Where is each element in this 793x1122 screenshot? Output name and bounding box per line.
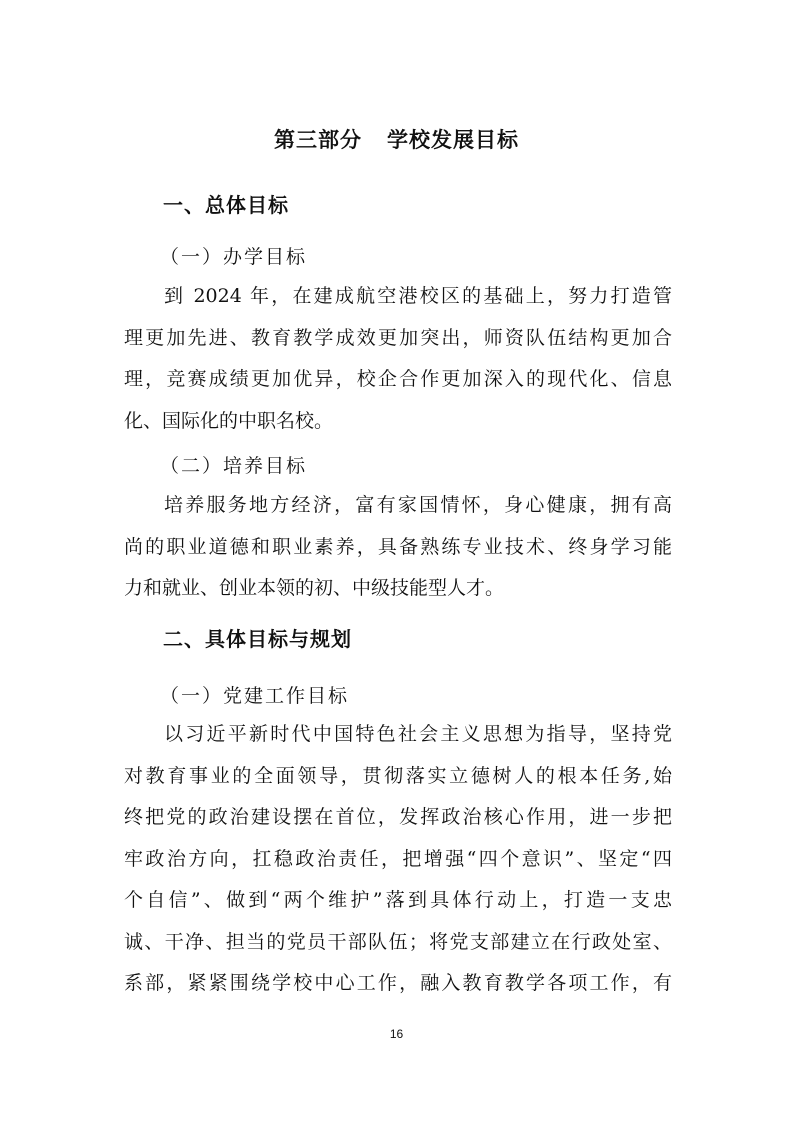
text-line: 个自信”、做到“两个维护”落到具体行动上，打造一支忠	[124, 889, 672, 911]
text-line: 对教育事业的全面领导，贯彻落实立德树人的根本任务,始	[124, 764, 672, 787]
text-line: 诚、干净、担当的党员干部队伍；将党支部建立在行政处室、	[124, 930, 672, 953]
text-line: 化、国际化的中职名校。	[124, 409, 334, 432]
page-number: 16	[389, 1027, 404, 1041]
paragraph-school-goal	[124, 276, 672, 442]
paragraph-training-goal	[124, 485, 672, 610]
text-line: 培养服务地方经济，富有家国情怀，身心健康，拥有高	[164, 494, 672, 516]
text-line: 终把党的政治建设摆在首位，发挥政治核心作用，进一步把	[124, 806, 672, 828]
paragraph-party-building	[124, 714, 672, 1005]
section-heading-overall: 一、总体目标	[163, 193, 289, 217]
text-line: 尚的职业道德和职业素养，具备熟练专业技术、终身学习能	[124, 535, 672, 558]
text-line: 理更加先进、教育教学成效更加突出，师资队伍结构更加合	[124, 326, 672, 349]
text-line: 以习近平新时代中国特色社会主义思想为指导，坚持党	[164, 723, 672, 745]
part-title: 第三部分 学校发展目标	[274, 128, 519, 152]
text-line: 理，竞赛成绩更加优异，校企合作更加深入的现代化、信息	[124, 368, 672, 390]
text-line: 到 2024 年，在建成航空港校区的基础上，努力打造管	[164, 285, 672, 307]
subheading-party-building: （一）党建工作目标	[160, 685, 350, 707]
section-heading-specific: 二、具体目标与规划	[163, 627, 352, 651]
subheading-school-goal: （一）办学目标	[160, 246, 308, 268]
subheading-training-goal: （二）培养目标	[160, 455, 308, 477]
text-line: 牢政治方向，扛稳政治责任，把增强“四个意识”、坚定“四	[124, 847, 672, 870]
text-line: 系部，紧紧围绕学校中心工作，融入教育教学各项工作，有	[124, 972, 672, 994]
text-line: 力和就业、创业本领的初、中级技能型人才。	[124, 577, 505, 599]
